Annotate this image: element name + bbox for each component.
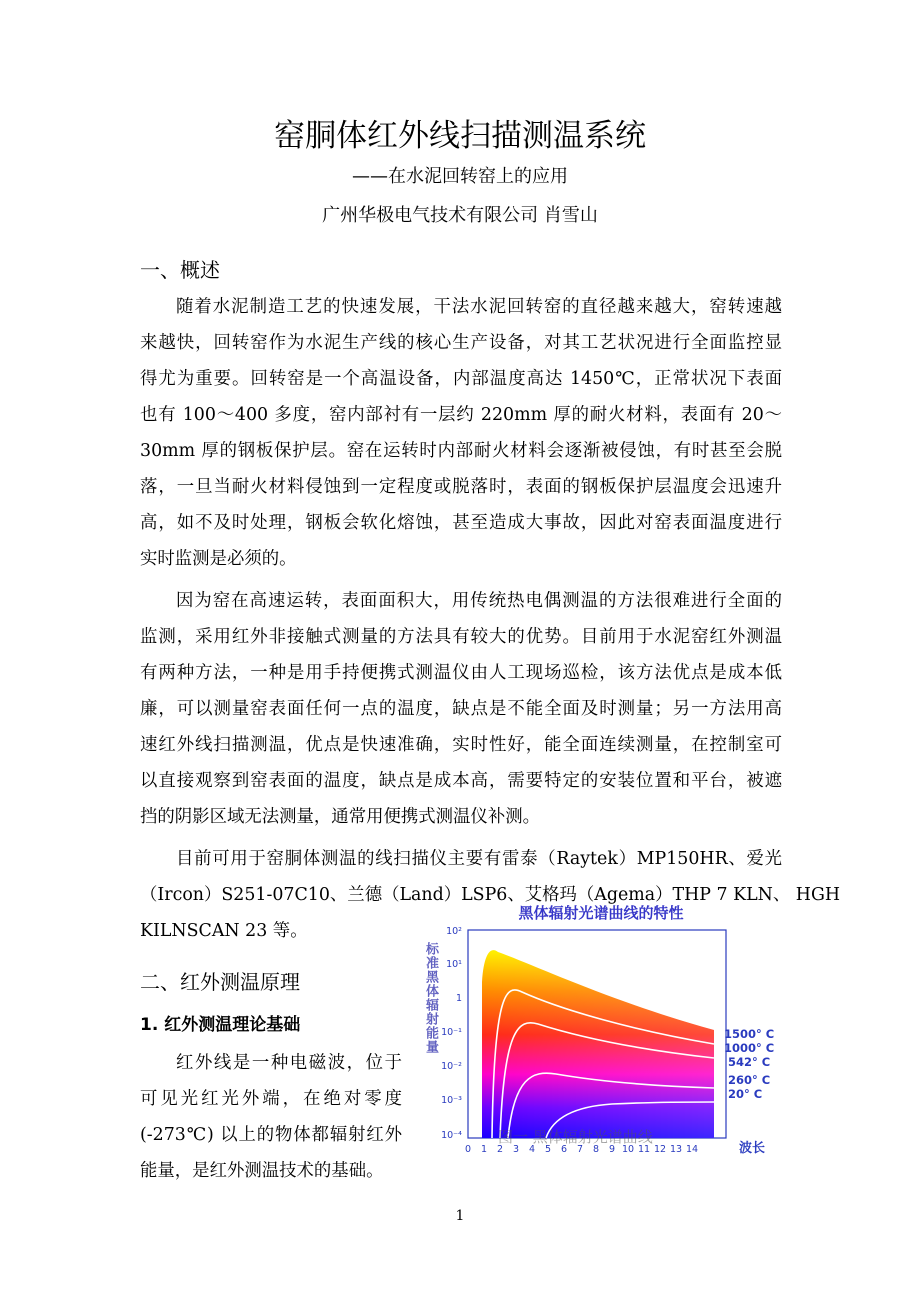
paragraph-line: 速红外线扫描测温，优点是快速准确，实时性好，能全面连续测量，在控制室可 [140, 735, 782, 755]
x-tick: 7 [576, 1144, 584, 1155]
curve-label: 1000° C [724, 1041, 775, 1055]
y-tick: 1 [455, 993, 462, 1004]
paragraph-line: KILNSCAN 23 等。 [140, 921, 308, 941]
paragraph-line: 可见光红光外端，在绝对零度 [140, 1089, 402, 1109]
page-number: 1 [455, 1208, 465, 1224]
blackbody-figure [412, 902, 790, 1164]
page-subtitle: ——在水泥回转窑上的应用 [352, 166, 568, 187]
paragraph-line: 因为窑在高速运转，表面面积大，用传统热电偶测温的方法很难进行全面的 [176, 591, 782, 611]
curve-label: 542° C [728, 1055, 771, 1069]
paragraph-line: 高，如不及时处理，钢板会软化熔蚀，甚至造成大事故，因此对窑表面温度进行 [140, 513, 782, 533]
x-tick: 6 [560, 1144, 568, 1155]
paragraph-line: 红外线是一种电磁波，位于 [176, 1053, 402, 1073]
subsection-heading: 1. 红外测温理论基础 [140, 1015, 301, 1035]
paragraph-line: 有两种方法，一种是用手持便携式测温仪由人工现场巡检，该方法优点是成本低 [140, 663, 782, 683]
y-tick: 10⁻³ [441, 1095, 462, 1106]
x-tick: 10 [621, 1144, 635, 1155]
blackbody-plot [412, 902, 790, 1164]
author-line: 广州华极电气技术有限公司 肖雪山 [322, 205, 598, 226]
y-tick: 10⁻⁴ [441, 1130, 462, 1141]
paragraph-line: 实时监测是必须的。 [140, 549, 297, 569]
x-tick: 11 [637, 1144, 651, 1155]
paragraph-line: 落，一旦当耐火材料侵蚀到一定程度或脱落时，表面的钢板保护层温度会迅速升 [140, 477, 782, 497]
x-axis-label: 波长 [738, 1141, 766, 1156]
y-tick: 10⁻¹ [441, 1027, 462, 1038]
x-tick: 14 [685, 1144, 699, 1155]
page-title: 窑胴体红外线扫描测温系统 [274, 118, 646, 154]
x-tick: 8 [592, 1144, 600, 1155]
curve-label: 20° C [728, 1087, 763, 1101]
x-tick: 13 [669, 1144, 683, 1155]
x-tick: 12 [653, 1144, 667, 1155]
x-tick: 1 [480, 1144, 488, 1155]
paragraph-line: 来越快，回转窑作为水泥生产线的核心生产设备，对其工艺状况进行全面监控显 [140, 333, 782, 353]
section-heading-overview: 一、概述 [140, 258, 220, 282]
x-tick: 3 [512, 1144, 520, 1155]
y-tick: 10¹ [446, 959, 462, 970]
x-tick: 2 [496, 1144, 504, 1155]
paragraph-line: 30mm 厚的钢板保护层。窑在运转时内部耐火材料会逐渐被侵蚀，有时甚至会脱 [140, 441, 782, 461]
x-tick: 5 [544, 1144, 552, 1155]
x-tick: 4 [528, 1144, 536, 1155]
curve-label: 1500° C [724, 1027, 775, 1041]
paragraph-line: 也有 100～400 多度，窑内部衬有一层约 220mm 厚的耐火材料，表面有 20～ [140, 405, 782, 425]
figure-title: 黑体辐射光谱曲线的特性 [518, 904, 684, 922]
y-tick: 10² [446, 926, 462, 937]
figure-y-label: 标准黑体辐射能量 [423, 942, 438, 1054]
paragraph-line: 挡的阴影区域无法测量，通常用便携式测温仪补测。 [140, 807, 540, 827]
section-heading-principle: 二、红外测温原理 [140, 970, 300, 994]
paragraph-line: 随着水泥制造工艺的快速发展，干法水泥回转窑的直径越来越大，窑转速越 [176, 297, 782, 317]
paragraph-line: 监测，采用红外非接触式测量的方法具有较大的优势。目前用于水泥窑红外测温 [140, 627, 782, 647]
paragraph-line: 廉，可以测量窑表面任何一点的温度，缺点是不能全面及时测量；另一方法用高 [140, 699, 782, 719]
curve-label: 260° C [728, 1073, 771, 1087]
paragraph-line: (-273℃) 以上的物体都辐射红外 [140, 1125, 402, 1145]
paragraph-line: 能量，是红外测温技术的基础。 [140, 1161, 384, 1181]
y-tick: 10⁻² [441, 1061, 462, 1072]
paragraph-line: （Ircon）S251-07C10、兰德（Land）LSP6、艾格玛（Agema）THP 7 KLN、 HGH [140, 885, 841, 905]
x-tick: 9 [608, 1144, 616, 1155]
paragraph-line: 得尤为重要。回转窑是一个高温设备，内部温度高达 1450℃，正常状况下表面 [140, 369, 782, 389]
paragraph-line: 目前可用于窑胴体测温的线扫描仪主要有雷泰（Raytek）MP150HR、爱光 [176, 849, 782, 869]
figure-caption: 图一 黑体辐射光谱曲线 [498, 1128, 653, 1146]
paragraph-line: 以直接观察到窑表面的温度，缺点是成本高，需要特定的安装位置和平台，被遮 [140, 771, 782, 791]
x-tick: 0 [464, 1144, 472, 1155]
